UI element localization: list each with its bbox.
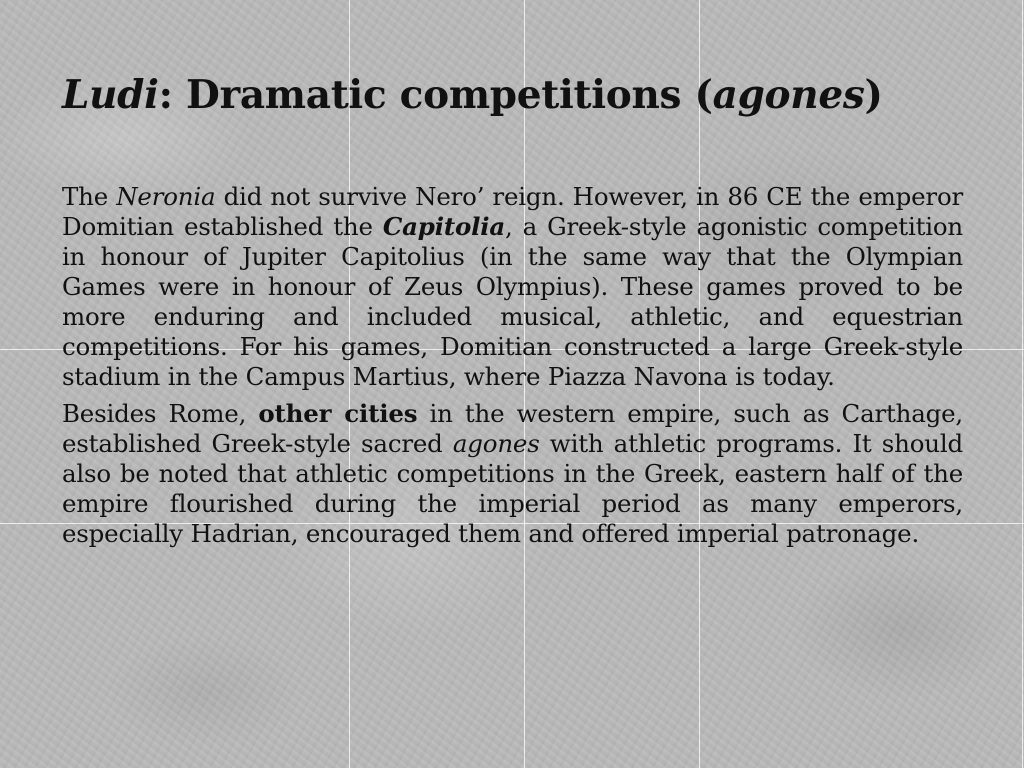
term-agones: agones xyxy=(452,429,540,458)
paragraph-text: Besides Rome, xyxy=(62,399,259,428)
term-capitolia: Capitolia xyxy=(382,212,505,241)
title-agones: agones xyxy=(712,72,865,118)
background-grid-line xyxy=(1022,0,1023,768)
paragraph-capitolia xyxy=(62,182,963,392)
slide-body xyxy=(62,182,963,556)
title-ludi: Ludi xyxy=(62,72,159,118)
paragraph-text: in the western empire, such as Carthage, established Greek-style sacred xyxy=(62,399,964,458)
paragraph-text: , a Greek-style agonistic competition in honour of Jupiter Capitolius (in the same way that the Olympian Games were in honour of Zeus Olympius). These games proved to be more enduring and included musical, athletic, and equestrian competitions. For his games, Domitian constructed a large Greek-style stadium in the Campus Martius, where Piazza Navona is today. xyxy=(62,212,963,391)
title-main-text: : Dramatic competitions ( xyxy=(158,72,713,118)
term-neronia: Neronia xyxy=(116,182,216,211)
title-closing-paren: ) xyxy=(864,72,883,118)
paragraph-text: The xyxy=(62,182,117,211)
term-other-cities: other cities xyxy=(258,399,418,428)
paragraph-text: with athletic programs. It should also be noted that athletic competitions in the Greek, eastern half of the empire flourished during the imperial period as many emperors, especially Hadrian, encouraged them and offered imperial patronage. xyxy=(62,429,963,548)
slide-title xyxy=(62,72,972,118)
paragraph-text: did not survive Nero’ reign. However, in 86 CE the emperor Domitian established the xyxy=(62,182,964,241)
paragraph-other-cities xyxy=(62,399,963,549)
